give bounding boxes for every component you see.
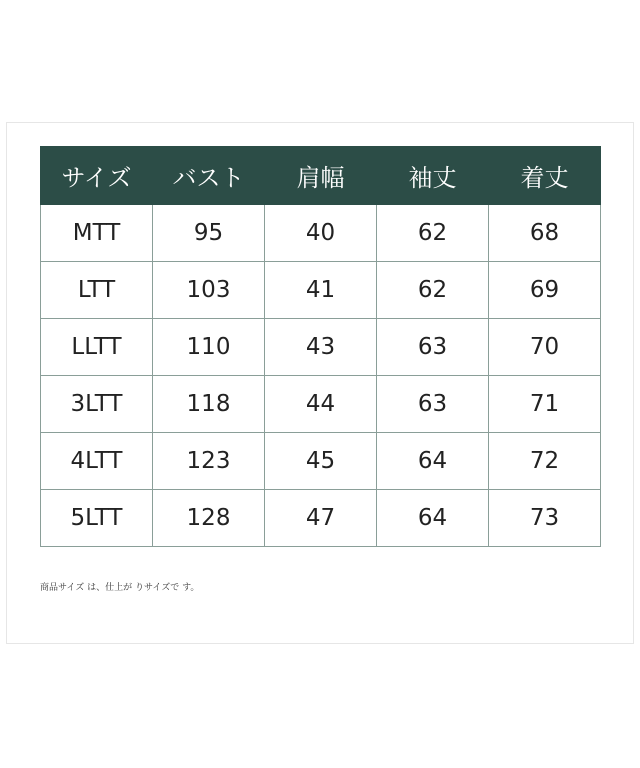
table-row	[41, 319, 601, 376]
sleeve-cell: 63	[377, 376, 489, 433]
size-cell: 5LTT	[41, 490, 153, 547]
size-note: 商品サイズ は、仕上が りサイズで す。	[40, 583, 200, 593]
size-cell: LLTT	[41, 319, 153, 376]
sleeve-cell: 62	[377, 205, 489, 262]
bust-cell: 123	[153, 433, 265, 490]
length-cell: 72	[489, 433, 601, 490]
bust-cell: 103	[153, 262, 265, 319]
table-header-row	[41, 147, 601, 205]
header-size: サイズ	[41, 147, 153, 205]
bust-cell: 118	[153, 376, 265, 433]
shoulder-cell: 45	[265, 433, 377, 490]
table-row	[41, 490, 601, 547]
length-cell: 71	[489, 376, 601, 433]
size-cell: MTT	[41, 205, 153, 262]
size-cell: 4LTT	[41, 433, 153, 490]
header-shoulder-width: 肩幅	[265, 147, 377, 205]
table-row	[41, 262, 601, 319]
table-row	[41, 433, 601, 490]
shoulder-cell: 40	[265, 205, 377, 262]
table-row	[41, 376, 601, 433]
header-bust: バスト	[153, 147, 265, 205]
size-cell: LTT	[41, 262, 153, 319]
length-cell: 68	[489, 205, 601, 262]
bust-cell: 128	[153, 490, 265, 547]
bust-cell: 110	[153, 319, 265, 376]
bust-cell: 95	[153, 205, 265, 262]
length-cell: 73	[489, 490, 601, 547]
shoulder-cell: 44	[265, 376, 377, 433]
length-cell: 69	[489, 262, 601, 319]
sleeve-cell: 62	[377, 262, 489, 319]
shoulder-cell: 47	[265, 490, 377, 547]
length-cell: 70	[489, 319, 601, 376]
header-sleeve-length: 袖丈	[377, 147, 489, 205]
size-cell: 3LTT	[41, 376, 153, 433]
header-body-length: 着丈	[489, 147, 601, 205]
sleeve-cell: 64	[377, 433, 489, 490]
sleeve-cell: 64	[377, 490, 489, 547]
table-row	[41, 205, 601, 262]
shoulder-cell: 43	[265, 319, 377, 376]
sleeve-cell: 63	[377, 319, 489, 376]
shoulder-cell: 41	[265, 262, 377, 319]
size-table	[40, 146, 601, 547]
